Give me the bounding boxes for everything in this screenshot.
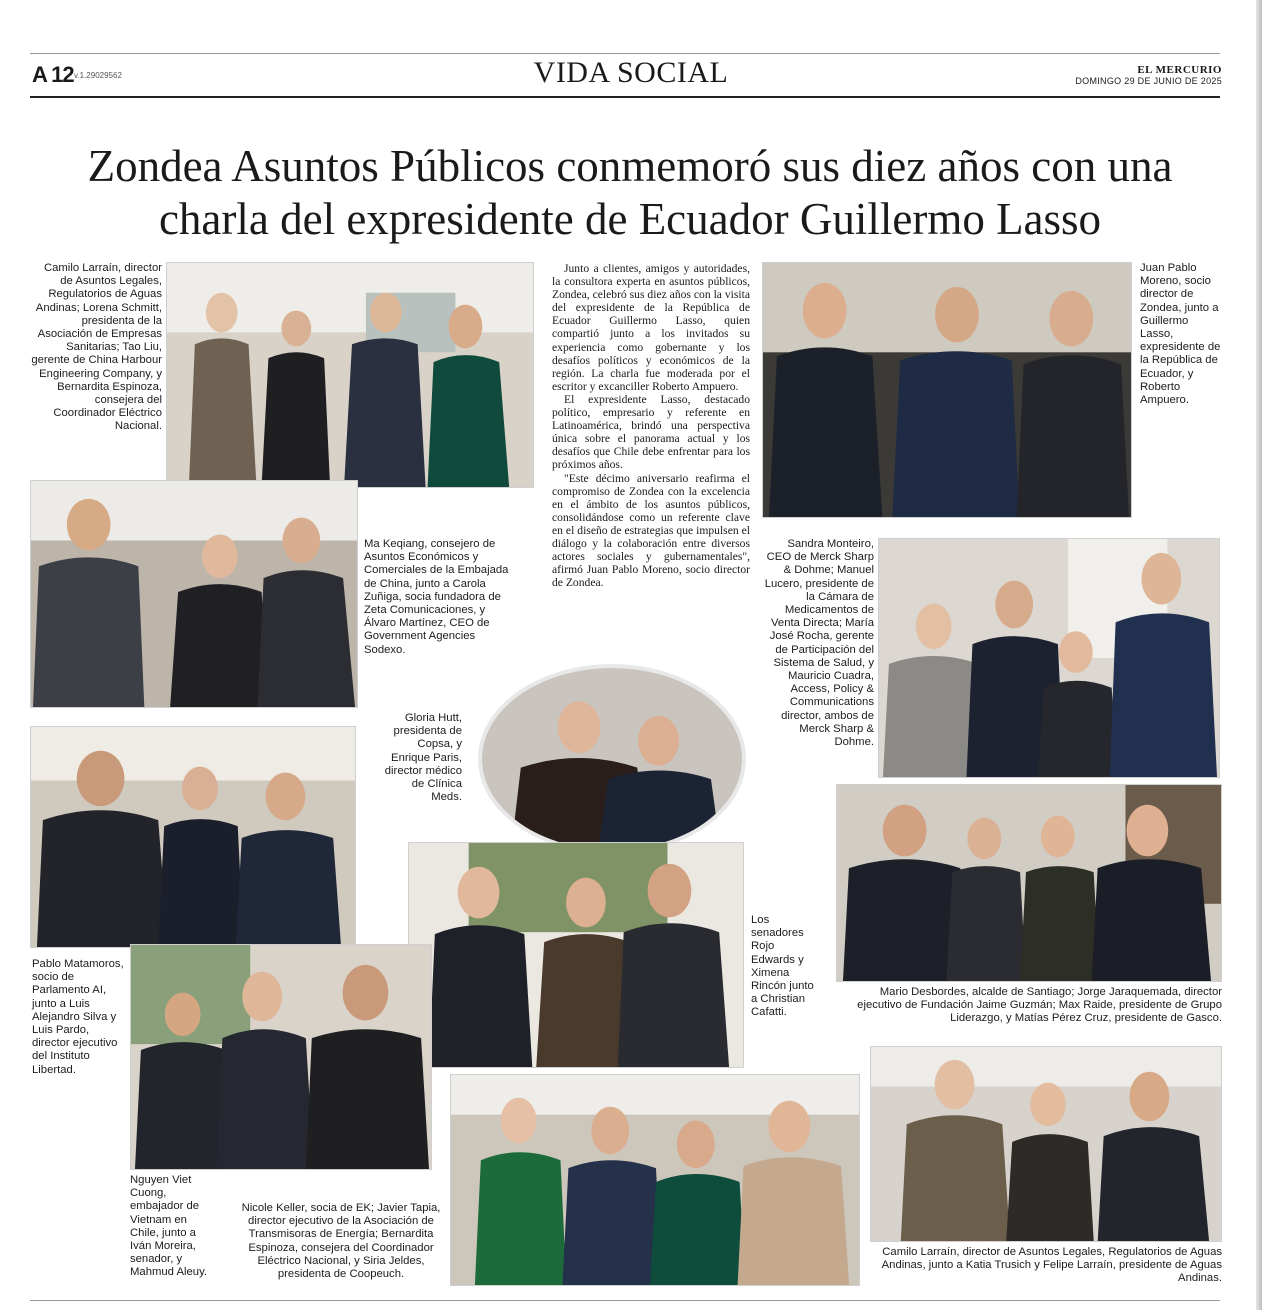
photo-desbordes-group bbox=[836, 784, 1222, 982]
bottom-rule bbox=[30, 1300, 1220, 1301]
photo-keller-tapia-espinoza-jeldes bbox=[450, 1074, 860, 1286]
headline: Zondea Asuntos Públicos conmemoró sus diez años con una charla del expresidente de Ecuador Guillermo Lasso bbox=[87, 141, 1173, 244]
article-paragraph-1: Junto a clientes, amigos y autoridades, la consultora experta en asuntos públicos, Zondea, celebró sus diez años con la visita del expresidente de la República de Ecuador Guillermo Lasso, quien compartió junto a los invitados su experiencia como gobernante y los desafíos políticos y económicos de la región. La charla fue moderada por el escritor y excanciller Roberto Ampuero. bbox=[552, 262, 750, 393]
top-thin-rule bbox=[30, 53, 1220, 54]
caption-photo-7: Los senadores Rojo Edwards y Ximena Rincón junto a Christian Cafatti. bbox=[751, 914, 814, 1019]
caption-photo-1: Camilo Larraín, director de Asuntos Legales, Regulatorios de Aguas Andinas; Lorena Schmitt, presidenta de la Asociación de Empresas Sanitarias; Tao Liu, gerente de China Harbour Engineering Company, y Bernardita Espinoza, consejera del Coordinador Eléctrico Nacional. bbox=[31, 262, 162, 433]
article-paragraph-2: El expresidente Lasso, destacado político, empresario y referente en Latinoamérica, brindó una perspectiva única sobre el panorama actual y los desafíos que Chile debe enfrentar para los próximos años. bbox=[552, 392, 750, 472]
photo-larrain-trusich-larrain bbox=[870, 1046, 1222, 1242]
photo-lasso-moreno-ampuero bbox=[762, 262, 1132, 518]
header-rule bbox=[30, 96, 1220, 98]
photo-merck-group bbox=[878, 538, 1220, 778]
caption-photo-2: Juan Pablo Moreno, socio director de Zondea, junto a Guillermo Lasso, expresidente de la República de Ecuador, y Roberto Ampuero. bbox=[1140, 262, 1221, 407]
photo-viet-cuong-moreira-aleuy bbox=[130, 944, 432, 1170]
article-paragraph-3: "Este décimo aniversario reafirma el compromiso de Zondea con la excelencia en el ámbito de los asuntos públicos, consolidándose como un referente clave en el diseño de estrategias que impulsen el diálogo y la colaboración entre diversos actores sociales y gubernamentales", afirmó Juan Pablo Moreno, socio director de Zondea. bbox=[552, 471, 750, 590]
page-edge-shadow bbox=[1256, 0, 1262, 1310]
section-title: VIDA SOCIAL bbox=[533, 56, 729, 89]
caption-photo-9: Nguyen Viet Cuong, embajador de Vietnam en Chile, junto a Iván Moreira, senador, y Mahmud Aleuy. bbox=[130, 1174, 208, 1279]
page-number: A 12 bbox=[32, 62, 74, 87]
article-body bbox=[552, 262, 750, 589]
caption-photo-10: Nicole Keller, socia de EK; Javier Tapia, director ejecutivo de la Asociación de Transmisoras de Energía; Bernardita Espinoza, consejera del Coordinador Eléctrico Nacional, y Siria Jeldes, presidenta de Coopeuch. bbox=[241, 1202, 441, 1281]
caption-photo-3: Ma Keqiang, consejero de Asuntos Económicos y Comerciales de la Embajada de China, junto a Carola Zuñiga, socia fundadora de Zeta Comunicaciones, y Álvaro Martínez, CEO de Government Agencies Sodexo. bbox=[364, 538, 509, 656]
photo-four-guests-lounge bbox=[166, 262, 534, 488]
version-label: v.1.29029562 bbox=[74, 71, 122, 80]
issue-date: DOMINGO 29 DE JUNIO DE 2025 bbox=[1075, 76, 1222, 86]
masthead bbox=[1075, 64, 1222, 86]
photo-keqiang-zuniga-martinez bbox=[30, 480, 358, 708]
caption-photo-4: Sandra Monteiro, CEO de Merck Sharp & Dohme; Manuel Lucero, presidente de la Cámara de Medicamentos de Venta Directa; María José Rocha, gerente de Participación del Sistema de Salud, y Mauricio Cuadra, Access, Policy & Communications director, ambos de Merck Sharp & Dohme. bbox=[764, 538, 874, 749]
photo-hutt-paris-circle bbox=[478, 664, 746, 854]
caption-photo-11: Camilo Larraín, director de Asuntos Legales, Regulatorios de Aguas Andinas, junto a Katia Trusich y Felipe Larraín, presidente de Aguas Andinas. bbox=[881, 1246, 1222, 1285]
caption-photo-8: Mario Desbordes, alcalde de Santiago; Jorge Jaraquemada, director ejecutivo de Fundación Jaime Guzmán; Max Raide, presidente de Grupo Liderazgo, y Matías Pérez Cruz, presidente de Gasco. bbox=[857, 986, 1222, 1025]
caption-photo-5: Gloria Hutt, presidenta de Copsa, y Enrique Paris, director médico de Clínica Meds. bbox=[384, 712, 462, 804]
photo-matamoros-silva-pardo bbox=[30, 726, 356, 948]
photo-edwards-rincon-cafatti bbox=[408, 842, 744, 1068]
newspaper-name: EL MERCURIO bbox=[1137, 64, 1222, 76]
caption-photo-6: Pablo Matamoros, socio de Parlamento AI, junto a Luis Alejandro Silva y Luis Pardo, director ejecutivo del Instituto Libertad. bbox=[32, 958, 124, 1076]
